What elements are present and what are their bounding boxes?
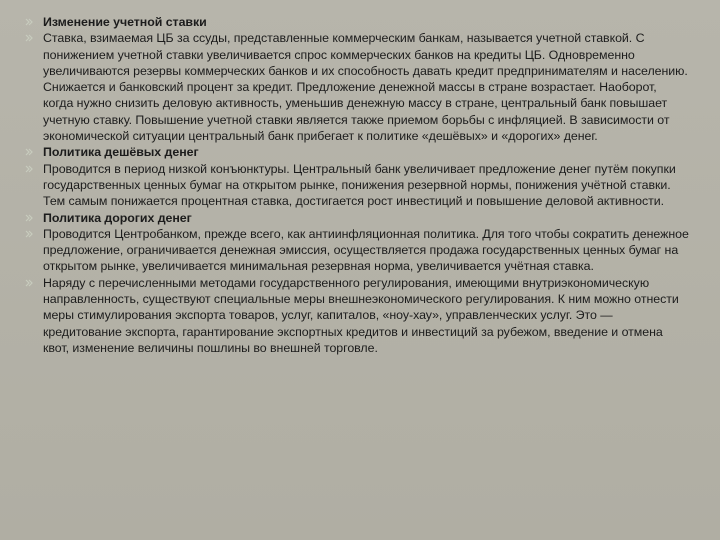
item-text: Проводится в период низкой конъюнктуры. Центральный банк увеличивает предложение денег путём покупки государственных ценных бумаг на открытом рынке, понижения резервной нормы, понижения учётной ставки. Тем самым понижается процентная ставка, достигается рост инвестиций и повышение деловой активности. (43, 161, 676, 209)
list-item (22, 161, 690, 210)
list-item (22, 30, 690, 144)
list-item (22, 144, 690, 160)
item-text: Политика дорогих денег (43, 210, 192, 225)
list-item (22, 226, 690, 275)
bullet-arrow-icon (25, 230, 33, 238)
bullet-arrow-icon (25, 214, 33, 222)
item-text: Политика дешёвых денег (43, 145, 199, 160)
bullet-list (22, 14, 690, 356)
item-text: Проводится Центробанком, прежде всего, как антиинфляционная политика. Для того чтобы сократить денежное предложение, ограничивается денежная эмиссия, осуществляется продажа государственных ценных бумаг на открытом рынке, увеличивается минимальная резервная норма, увеличивается учётная ставка. (43, 226, 689, 274)
bullet-arrow-icon (25, 34, 33, 42)
slide-content (22, 14, 690, 356)
item-text: Наряду с перечисленными методами государственного регулирования, имеющими внутриэкономическую направленность, существуют специальные меры внешнеэкономического регулирования. К ним можно отнести меры стимулирования экспорта товаров, услуг, капиталов, «ноу-хау», управленческих услуг. Это — кредитование экспорта, гарантирование экспортных кредитов и инвестиций за рубежом, введение и отмена квот, изменение величины пошлины во внешней торговле. (43, 275, 679, 355)
list-item (22, 275, 690, 356)
item-text: Изменение учетной ставки (43, 15, 207, 29)
item-text: Ставка, взимаемая ЦБ за ссуды, представленные коммерческим банкам, называется учетной ставкой. С понижением учетной ставки увеличивается спрос коммерческих банков на кредиты ЦБ. Одновременно увеличиваются резервы коммерческих банков и их способность давать кредит предпринимателям и населению. Снижается и банковский процент за кредит. Предложение денежной массы в стране возрастает. Наоборот, когда нужно снизить деловую активность, уменьшив денежную массу в стране, центральный банк повышает учетную ставку. Повышение учетной ставки является также приемом борьбы с инфляцией. В зависимости от экономической ситуации центральный банк прибегает к политике «дешёвых» и «дорогих» денег. (43, 31, 688, 144)
list-item (22, 14, 690, 30)
list-item (22, 210, 690, 226)
bullet-arrow-icon (25, 148, 33, 156)
bullet-arrow-icon (25, 165, 33, 173)
bullet-arrow-icon (25, 18, 33, 26)
bullet-arrow-icon (25, 279, 33, 287)
